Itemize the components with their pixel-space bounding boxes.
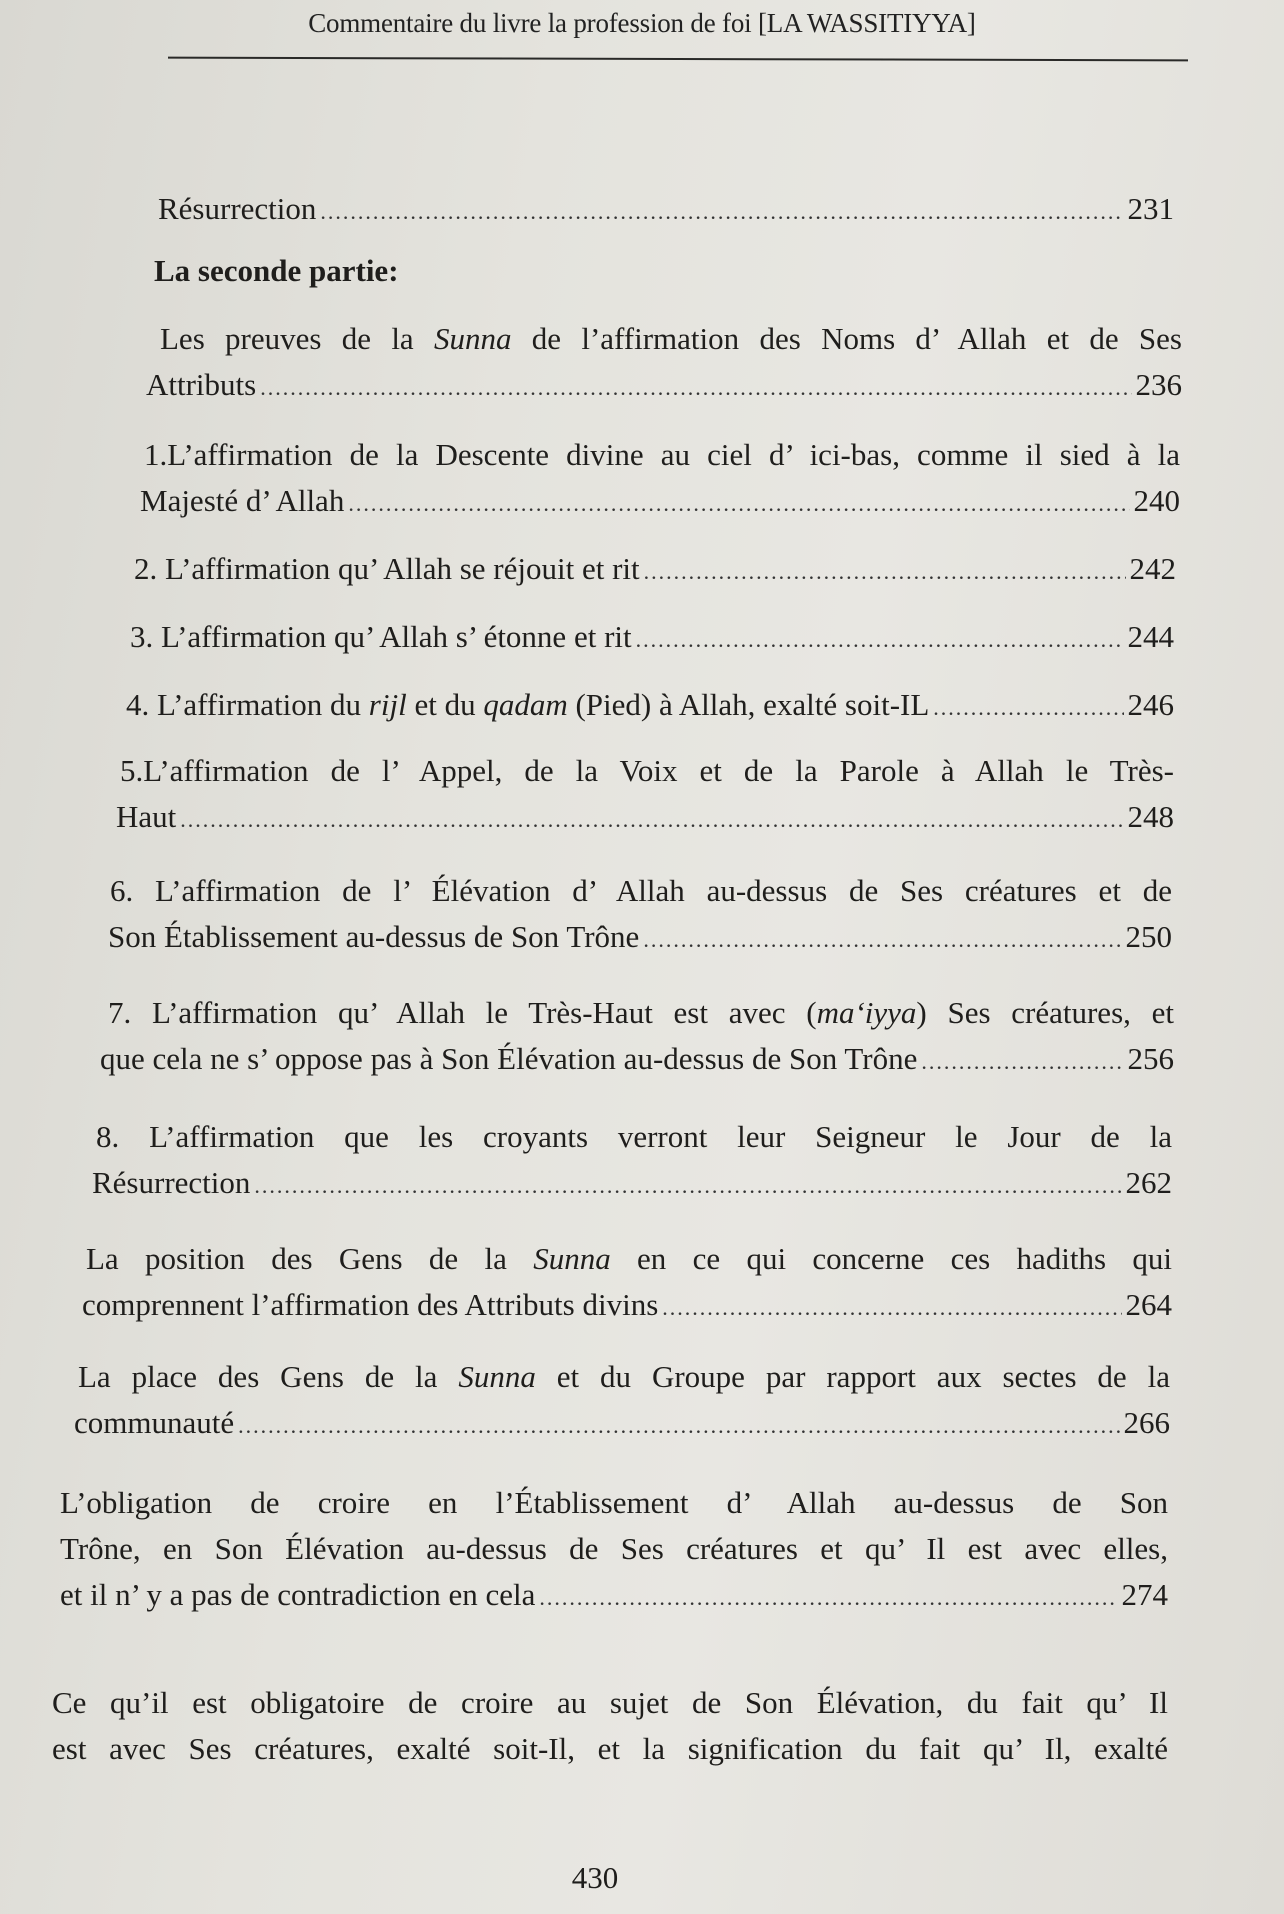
toc-entry-title: La position des Gens de la Sunna en ce qui concerne ces hadiths qui [86, 1241, 1172, 1276]
toc-page-number: 248 [1127, 799, 1174, 834]
toc-entry[interactable] [126, 682, 1174, 731]
dot-leader [320, 189, 1123, 235]
toc-entry-title: Les preuves de la Sunna de l’affirmation des Noms d’ Allah et de Ses [160, 321, 1182, 356]
toc-page-number: 231 [1127, 191, 1174, 226]
dot-leader [644, 549, 1126, 595]
toc-entry[interactable] [100, 990, 1174, 1085]
toc-entry[interactable] [52, 1680, 1168, 1772]
toc-entry-title: 3. L’affirmation qu’ Allah s’ étonne et rit [130, 619, 632, 654]
toc-entry-title: 5.L’affirmation de l’ Appel, de la Voix et de la Parole à Allah le Très- [120, 753, 1174, 788]
toc-entry-title: 7. L’affirmation qu’ Allah le Très-Haut est avec (ma‘iyya) Ses créatures, et [108, 995, 1174, 1030]
toc-entry-title-cont: comprennent l’affirmation des Attributs divins [82, 1287, 659, 1322]
running-header: Commentaire du livre la profession de foi [LA WASSITIYYA] [308, 8, 976, 38]
dot-leader [921, 1039, 1123, 1085]
toc-entry-title: 6. L’affirmation de l’ Élévation d’ Allah au-dessus de Ses créatures et de [110, 873, 1172, 908]
dot-leader [238, 1403, 1119, 1449]
toc-entry[interactable] [60, 1480, 1168, 1621]
toc-entry[interactable] [74, 1354, 1170, 1449]
toc-entry-title: 8. L’affirmation que les croyants verront leur Seigneur le Jour de la [96, 1119, 1172, 1154]
toc-page-number: 240 [1133, 483, 1180, 518]
toc-entry[interactable] [158, 186, 1174, 235]
toc-entry[interactable] [146, 316, 1182, 411]
dot-leader [348, 481, 1129, 527]
dot-leader [933, 685, 1123, 731]
toc-entry-title: 4. L’affirmation du rijl et du qadam (Pied) à Allah, exalté soit-IL [126, 687, 930, 722]
dot-leader [636, 617, 1124, 663]
toc-entry-title: Résurrection [158, 191, 317, 226]
toc-page-number: 250 [1125, 919, 1172, 954]
toc-page-number: 264 [1125, 1287, 1172, 1322]
toc-entry[interactable] [92, 1114, 1172, 1209]
dot-leader [662, 1285, 1121, 1331]
toc-entry-title-cont: et il n’ y a pas de contradiction en cela [60, 1577, 536, 1612]
toc-page-number: 236 [1135, 367, 1182, 402]
header-rule [168, 57, 1188, 62]
toc-entry-title-cont: Attributs [146, 367, 257, 402]
dot-leader [539, 1575, 1117, 1621]
toc-page-number: 274 [1121, 1577, 1168, 1612]
page-number: 430 [571, 1860, 619, 1895]
toc-entry-title-cont: Majesté d’ Allah [140, 483, 345, 518]
toc-entry-title: Ce qu’il est obligatoire de croire au sujet de Son Élévation, du fait qu’ Il [52, 1685, 1168, 1720]
toc-entry-title-cont: Haut [116, 799, 177, 834]
toc-entry-title-cont: que cela ne s’ oppose pas à Son Élévation au-dessus de Son Trône [100, 1041, 918, 1076]
dot-leader [260, 365, 1131, 411]
toc-entry-title-cont: Résurrection [92, 1165, 251, 1200]
toc-page-number: 244 [1127, 619, 1174, 654]
toc-entry[interactable] [82, 1236, 1172, 1331]
toc-page-number: 246 [1127, 687, 1174, 722]
toc-entry-title: L’obligation de croire en l’Établissement d’ Allah au-dessus de Son [60, 1485, 1168, 1520]
toc-page-number: 256 [1127, 1041, 1174, 1076]
toc-entry[interactable] [130, 614, 1174, 663]
toc-page-number: 262 [1125, 1165, 1172, 1200]
toc-entry[interactable] [108, 868, 1172, 963]
toc-entry[interactable] [140, 432, 1180, 527]
dot-leader [254, 1163, 1121, 1209]
toc-entry-title-cont: est avec Ses créatures, exalté soit-Il, et la signification du fait qu’ Il, exalté [52, 1731, 1168, 1766]
dot-leader [180, 797, 1123, 843]
toc-entry[interactable] [116, 748, 1174, 843]
section-heading: La seconde partie: [154, 253, 399, 288]
toc-entry[interactable] [134, 546, 1176, 595]
toc-entry-title: 1.L’affirmation de la Descente divine au ciel d’ ici-bas, comme il sied à la [144, 437, 1180, 472]
toc-entry-title-cont: Trône, en Son Élévation au-dessus de Ses créatures et qu’ Il est avec elles, [60, 1531, 1168, 1566]
toc-entry-title-cont: communauté [74, 1405, 235, 1440]
toc-page-number: 242 [1129, 551, 1176, 586]
dot-leader [643, 917, 1121, 963]
toc-page-number: 266 [1123, 1405, 1170, 1440]
toc-entry-title: La place des Gens de la Sunna et du Groupe par rapport aux sectes de la [78, 1359, 1170, 1394]
toc-entry-title-cont: Son Établissement au-dessus de Son Trône [108, 919, 640, 954]
toc-entry-title: 2. L’affirmation qu’ Allah se réjouit et rit [134, 551, 640, 586]
